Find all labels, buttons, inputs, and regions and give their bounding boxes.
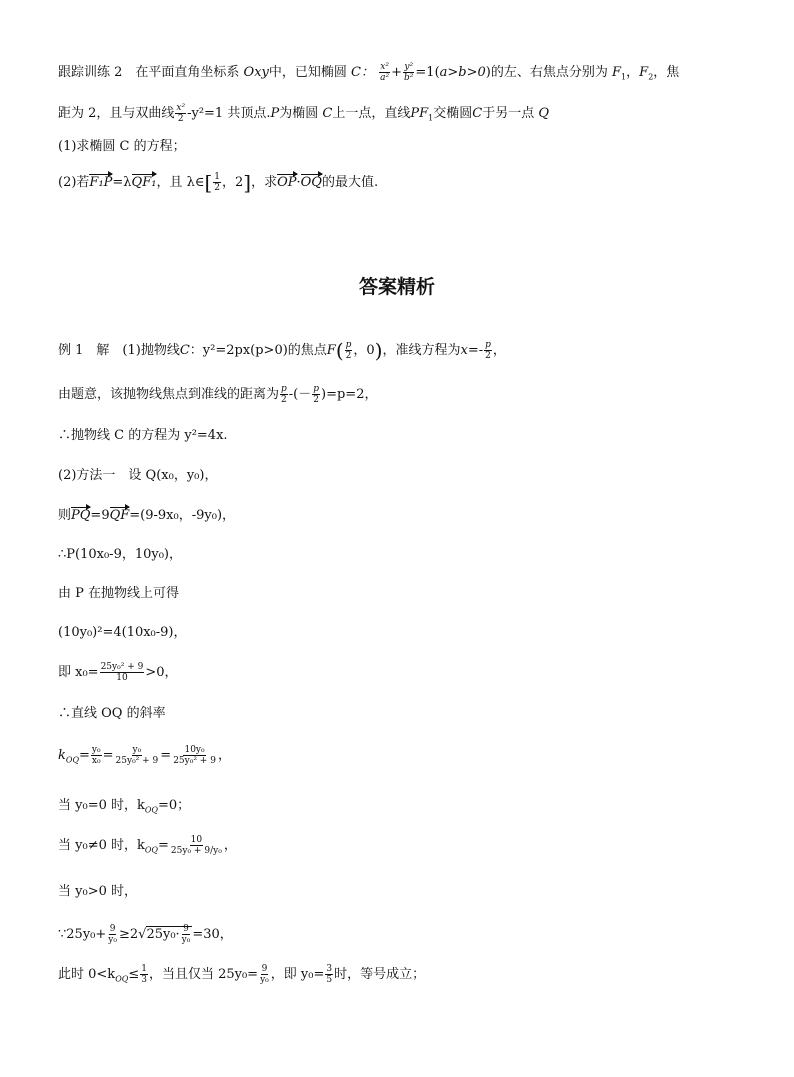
solution-line-10: ∴直线 OQ 的斜率 <box>58 706 166 721</box>
solution-line-1: 例 1 解 (1)抛物线C：y²=2px(p>0)的焦点F( $\frac{p}{2}$ ，0)，准线方程为x=- $\frac{p}{2}$ ， <box>58 338 506 363</box>
solution-line-7: 由 P 在抛物线上可得 <box>58 586 180 601</box>
solution-line-4: (2)方法一 设 Q(x₀，y₀)， <box>58 468 218 483</box>
vector-pq: PQ <box>71 506 90 526</box>
practice-line-1: 跟踪训练 2 在平面直角坐标系 Oxy中，已知椭圆 C： $\frac{\text{x²}}{\text{a²}}$ + $\frac{\text{y²}}{\text{b²}}$ =1(a>b>0)的左、右焦点分别为 $F_1$，$F_2$，焦 <box>58 62 680 83</box>
solution-line-5: 则PQ=9QF=(9-9x₀，-9y₀)， <box>58 506 235 526</box>
solution-line-15: ∵25y₀+ $\frac{9}{\text{y₀}}$ ≥2√25y₀· $\frac{9}{\text{y₀}}$ =30， <box>58 924 233 945</box>
solution-line-8: (10y₀)²=4(10x₀-9)， <box>58 625 187 640</box>
solution-line-16: 此时 $0<k_{OQ}\le$ $\frac{1}{3}$ ，当且仅当 25y₀= $\frac{9}{\text{y₀}}$ ，即 y₀= $\frac{3}{5}$ 时，等号成立； <box>58 964 426 985</box>
fraction-x2-a2: $\frac{\text{x²}}{\text{a²}}$ <box>380 62 390 83</box>
question-2: (2)若F₁P=λQF₁，且 λ∈[ $\frac{1}{2}$ ，2]，求OP·OQ的最大值. <box>58 170 379 195</box>
fraction-y2-b2: $\frac{\text{y²}}{\text{b²}}$ <box>404 62 414 83</box>
solution-line-2: 由题意，该抛物线焦点到准线的距离为 $\frac{p}{2}$ -(－ $\frac{p}{2}$ )=p=2， <box>58 384 378 405</box>
vector-qf1: QF₁ <box>132 173 157 193</box>
vector-f1p: F₁P <box>89 173 112 193</box>
fraction-x2-2: $\frac{\text{x²}}{2}$ <box>176 103 186 124</box>
vector-op: OP <box>277 173 296 193</box>
solution-line-12: 当 y₀=0 时，$k_{OQ}=0$； <box>58 798 191 815</box>
answer-title: 答案精析 <box>358 276 435 298</box>
solution-line-13: 当 y₀≠0 时，$k_{OQ}=$ $\frac{10}{\text{25y₀ + 9/y₀}}$ ， <box>58 835 237 856</box>
solution-line-9: 即 x₀= $\frac{\text{25y₀² + 9}}{10}$ >0， <box>58 662 178 683</box>
question-1: (1)求椭圆 C 的方程； <box>58 139 186 154</box>
practice-line-2: 距为 2，且与双曲线 $\frac{\text{x²}}{2}$ -y²=1 共顶点.P为椭圆 C上一点，直线$PF_1$交椭圆C于另一点 Q <box>58 103 550 124</box>
solution-line-6: ∴P(10x₀-9，10y₀)， <box>58 547 183 562</box>
vector-qf: QF <box>110 506 130 526</box>
vector-oq: OQ <box>301 173 322 193</box>
solution-line-3: ∴抛物线 C 的方程为 y²=4x. <box>58 428 228 443</box>
solution-line-11: $k_{OQ}=$ $\frac{\text{y₀}}{\text{x₀}}$ = $\frac{\text{y₀}}{\text{25y₀² + 9}}$ = $\frac{\text{10y₀}}{\text{25y₀² + 9}}$ ， <box>58 745 231 766</box>
solution-line-14: 当 y₀>0 时， <box>58 884 137 899</box>
